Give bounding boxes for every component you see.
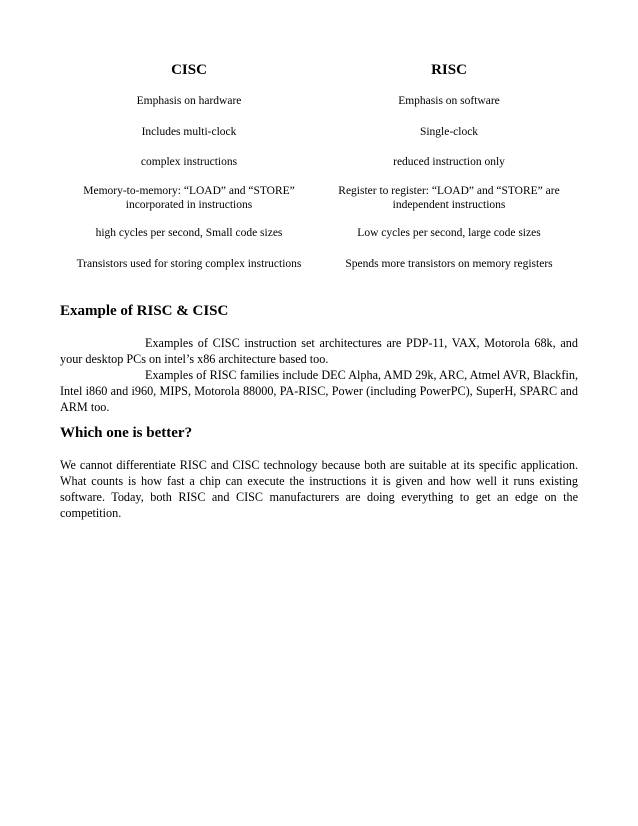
cisc-cell: Transistors used for storing complex instructions bbox=[76, 258, 302, 270]
table-row bbox=[60, 184, 580, 226]
table-row bbox=[60, 155, 580, 184]
risc-column-header: RISC bbox=[431, 61, 467, 78]
risc-cell: Register to register: “LOAD” and “STORE” are independent instructions bbox=[338, 185, 560, 211]
example-heading: Example of RISC & CISC bbox=[60, 303, 229, 319]
table-row bbox=[60, 257, 580, 277]
cisc-cell: Emphasis on hardware bbox=[136, 95, 242, 107]
which-better-paragraph: We cannot differentiate RISC and CISC technology because both are suitable at its specific application. What counts is how fast a chip can execute the instructions it is given and how well it runs existing software. Today, both RISC and CISC manufacturers are doing everything to get an edge on the competition. bbox=[60, 458, 578, 520]
risc-cell: Spends more transistors on memory registers bbox=[345, 258, 553, 270]
table-row bbox=[60, 125, 580, 155]
table-row bbox=[60, 94, 580, 125]
risc-cell: reduced instruction only bbox=[393, 156, 505, 168]
risc-cell: Low cycles per second, large code sizes bbox=[357, 227, 541, 239]
table-row bbox=[60, 226, 580, 257]
cisc-cell: high cycles per second, Small code sizes bbox=[95, 227, 283, 239]
risc-cell: Single-clock bbox=[419, 126, 479, 138]
cisc-examples-text: Examples of CISC instruction set architectures are PDP-11, VAX, Motorola 68k, and your desktop PCs on intel’s x86 architecture based too. bbox=[60, 336, 578, 366]
risc-cell: Emphasis on software bbox=[398, 95, 500, 107]
cisc-examples-paragraph bbox=[60, 335, 578, 367]
risc-examples-paragraph bbox=[60, 367, 578, 415]
cisc-cell: complex instructions bbox=[140, 156, 238, 168]
cisc-cell: Memory-to-memory: “LOAD” and “STORE” incorporated in instructions bbox=[83, 185, 295, 211]
comparison-table bbox=[60, 60, 580, 277]
cisc-column-header: CISC bbox=[171, 61, 207, 78]
which-better-heading: Which one is better? bbox=[60, 425, 193, 441]
cisc-cell: Includes multi-clock bbox=[141, 126, 237, 138]
table-header-row bbox=[60, 60, 580, 94]
risc-examples-text: Examples of RISC families include DEC Alpha, AMD 29k, ARC, Atmel AVR, Blackfin, Intel i860 and i960, MIPS, Motorola 88000, PA-RISC, Power (including PowerPC), SuperH, SPARC and ARM too. bbox=[60, 368, 578, 414]
